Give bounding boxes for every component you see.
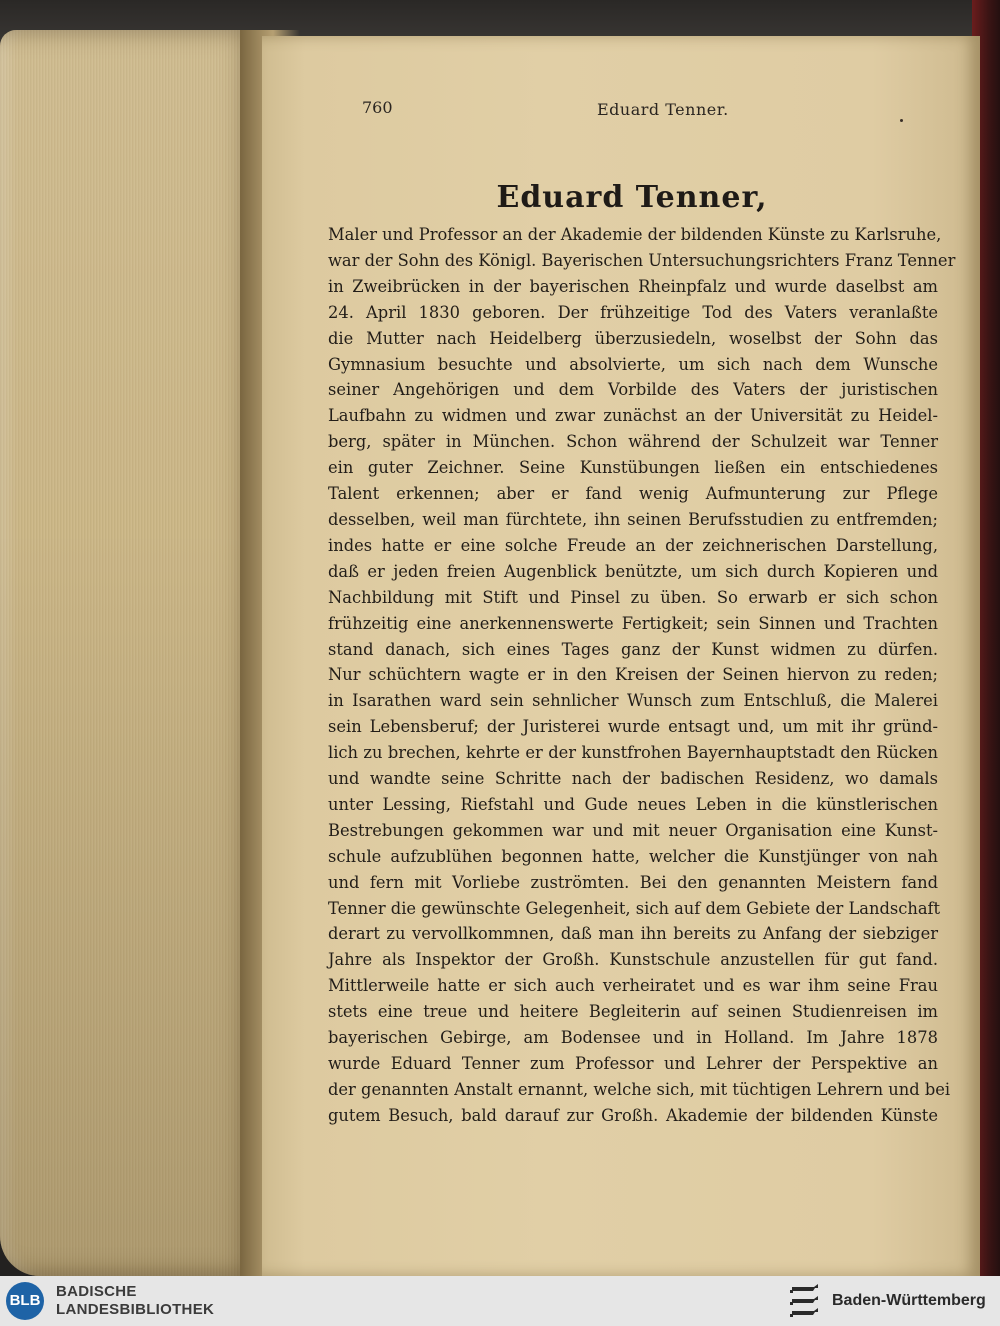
text-line: bayerischen Gebirge, am Bodensee und in Holland. Im Jahre 1878 bbox=[328, 1028, 938, 1048]
text-line: unter Lessing, Riefstahl und Gude neues Leben in die künstlerischen bbox=[328, 794, 938, 814]
ink-speck bbox=[900, 119, 903, 122]
text-line: Bestrebungen gekommen war und mit neuer Organisation eine Kunst- bbox=[328, 820, 938, 840]
text-line: und wandte seine Schritte nach der badischen Residenz, wo damals bbox=[328, 769, 938, 789]
book-page bbox=[262, 36, 980, 1276]
blb-logo[interactable]: BLB bbox=[6, 1282, 44, 1320]
text-line: lich zu brechen, kehrte er der kunstfrohen Bayernhauptstadt den Rücken bbox=[328, 743, 938, 763]
text-line: schule aufzublühen begonnen hatte, welcher die Kunstjünger von nah bbox=[328, 846, 938, 866]
library-name-line2: LANDESBIBLIOTHEK bbox=[56, 1301, 215, 1318]
text-line: Gymnasium besuchte und absolvierte, um sich nach dem Wunsche bbox=[328, 354, 938, 374]
library-name-line1: BADISCHE bbox=[56, 1283, 137, 1300]
page-number: 760 bbox=[362, 98, 393, 117]
text-line: war der Sohn des Königl. Bayerischen Untersuchungsrichters Franz Tenner bbox=[328, 250, 956, 270]
text-line: frühzeitig eine anerkennenswerte Fertigkeit; sein Sinnen und Trachten bbox=[328, 613, 938, 633]
page-stack-shading bbox=[0, 30, 262, 1276]
text-line: und fern mit Vorliebe zuströmten. Bei den genannten Meistern fand bbox=[328, 872, 938, 892]
text-line: stand danach, sich eines Tages ganz der Kunst widmen zu dürfen. bbox=[328, 639, 938, 659]
article-title: Eduard Tenner, bbox=[496, 180, 768, 215]
coat-of-arms-lions-icon bbox=[788, 1281, 824, 1321]
text-line: 24. April 1830 geboren. Der frühzeitige Tod des Vaters veranlaßte bbox=[328, 302, 938, 322]
running-title: Eduard Tenner. bbox=[597, 100, 729, 119]
text-line: der genannten Anstalt ernannt, welche sich, mit tüchtigen Lehrern und bei bbox=[328, 1079, 951, 1099]
text-line: Nachbildung mit Stift und Pinsel zu üben. So erwarb er sich schon bbox=[328, 587, 938, 607]
text-line: in Zweibrücken in der bayerischen Rheinpfalz und wurde daselbst am bbox=[328, 276, 938, 296]
text-line: Laufbahn zu widmen und zwar zunächst an der Universität zu Heidel- bbox=[328, 406, 938, 426]
text-line: Tenner die gewünschte Gelegenheit, sich auf dem Gebiete der Landschaft bbox=[328, 898, 941, 918]
article-body bbox=[328, 222, 956, 1129]
text-line: ein guter Zeichner. Seine Kunstübungen ließen ein entschiedenes bbox=[328, 458, 938, 478]
text-line: gutem Besuch, bald darauf zur Großh. Akademie der bildenden Künste bbox=[328, 1105, 938, 1125]
text-line: indes hatte er eine solche Freude an der zeichnerischen Darstellung, bbox=[328, 535, 938, 555]
text-line: sein Lebensberuf; der Juristerei wurde entsagt und, um mit ihr gründ- bbox=[328, 717, 938, 737]
state-name: Baden-Württemberg bbox=[832, 1292, 986, 1309]
text-line: Talent erkennen; aber er fand wenig Aufmunterung zur Pflege bbox=[328, 484, 938, 504]
text-line: in Isarathen ward sein sehnlicher Wunsch zum Entschluß, die Malerei bbox=[328, 691, 938, 711]
text-line: Mittlerweile hatte er sich auch verheiratet und es war ihm seine Frau bbox=[328, 976, 938, 996]
text-line: daß er jeden freien Augenblick benützte, um sich durch Kopieren und bbox=[328, 561, 938, 581]
text-line: seiner Angehörigen und dem Vorbilde des Vaters der juristischen bbox=[328, 380, 938, 400]
text-line: wurde Eduard Tenner zum Professor und Lehrer der Perspektive an bbox=[328, 1054, 938, 1073]
text-line: Maler und Professor an der Akademie der bildenden Künste zu Karlsruhe, bbox=[328, 225, 942, 244]
text-line: Nur schüchtern wagte er in den Kreisen der Seinen hiervon zu reden; bbox=[328, 665, 938, 685]
text-line: desselben, weil man fürchtete, ihn seinen Berufsstudien zu entfremden; bbox=[328, 509, 938, 529]
text-line: berg, später in München. Schon während der Schulzeit war Tenner bbox=[328, 432, 938, 452]
text-line: die Mutter nach Heidelberg überzusiedeln, woselbst der Sohn das bbox=[328, 328, 938, 348]
text-line: stets eine treue und heitere Begleiterin auf seinen Studienreisen im bbox=[328, 1002, 938, 1022]
text-line: Jahre als Inspektor der Großh. Kunstschule anzustellen für gut fand. bbox=[328, 950, 938, 970]
text-line: derart zu vervollkommnen, daß man ihn bereits zu Anfang der siebziger bbox=[328, 924, 938, 944]
running-head bbox=[362, 98, 882, 128]
